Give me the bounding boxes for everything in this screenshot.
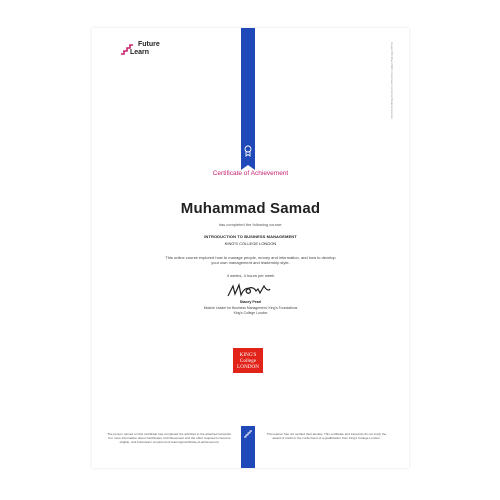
institution-name: KING'S COLLEGE LONDON bbox=[224, 241, 277, 246]
brand-line-1: Future bbox=[138, 41, 160, 48]
logo-line-3: LONDON bbox=[237, 364, 259, 370]
logo-line-2: College bbox=[239, 358, 257, 364]
course-duration: 4 weeks, 4 hours per week bbox=[226, 273, 275, 278]
recipient-name: Muhammad Samad bbox=[180, 200, 321, 217]
course-title: INTRODUCTION TO BUSINESS MANAGEMENT bbox=[204, 234, 297, 239]
top-ribbon bbox=[241, 28, 255, 160]
certificate-card bbox=[92, 28, 409, 468]
future-learn-stairs-icon bbox=[243, 430, 253, 438]
signatory-role: Module Leader for Business Management, King's Foundations bbox=[203, 306, 298, 310]
award-medal-icon bbox=[243, 145, 253, 157]
course-description: This online course explored how to manage people, money and information, and how to develop your own management and leadership style. bbox=[165, 255, 336, 265]
certificate-heading: Certificate of Achievement bbox=[212, 170, 289, 177]
signatory-department: King's College London bbox=[233, 311, 268, 315]
issued-note: Issued 8th May 2020. futurelearn.com/certificates/xxxxxxx bbox=[390, 42, 394, 119]
footer-right-note: This learner has not verified their identity. This certificate and transcript do not imply the award of credit or the conferment of a qualification from King's College London. bbox=[266, 432, 387, 441]
ribbon-tail bbox=[241, 160, 255, 170]
signatory-name: Stacey Pearl bbox=[239, 300, 262, 304]
completed-text: has completed the following course: bbox=[218, 222, 283, 227]
logo-line-1: KING'S bbox=[239, 352, 257, 358]
signature-mark bbox=[224, 282, 272, 300]
footer-left-note: The person named on this certificate has completed the activities in the attached transcript. For more information about Certificates of Achievement and the effort required to become eligible, visit futurelearn.com/proof-of-learning/certificate-of-achievement. bbox=[107, 432, 232, 445]
brand-line-2: Learn bbox=[130, 49, 150, 56]
kings-college-logo bbox=[233, 348, 263, 373]
